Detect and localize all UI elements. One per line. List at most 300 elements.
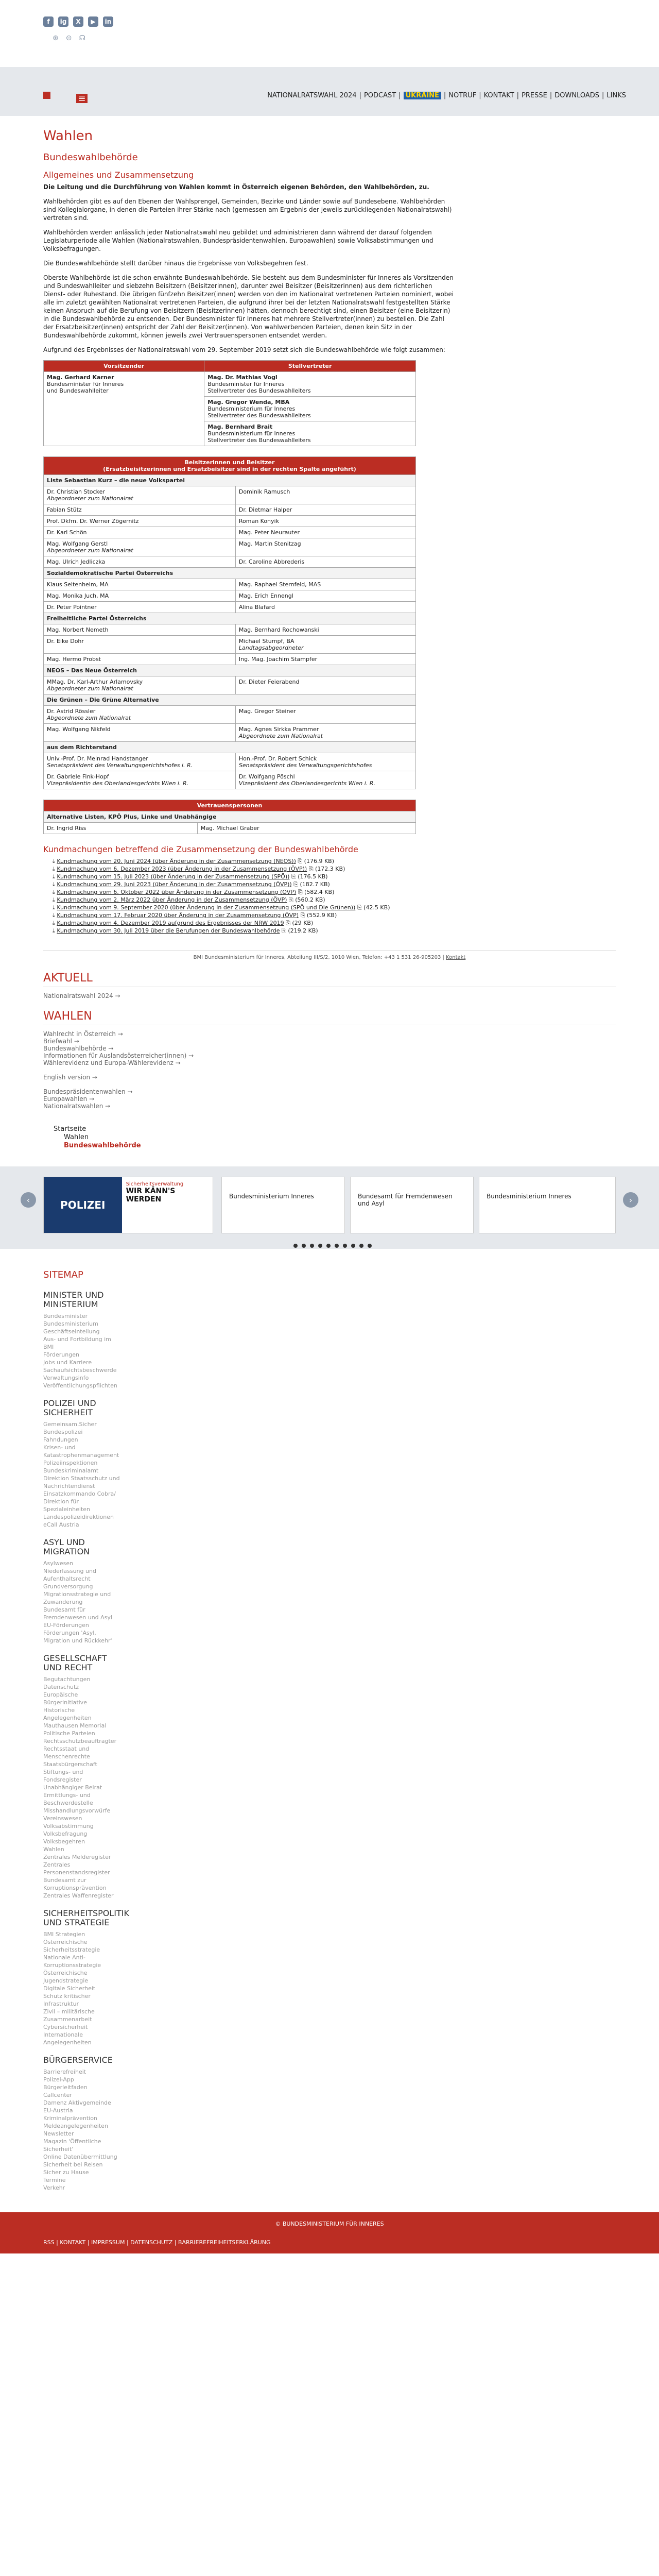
deputy-cell: [204, 397, 416, 421]
sitemap-link[interactable]: Europäische Bürgerinitiative: [43, 1691, 87, 1706]
member-name: Mag. Monika Juch, MA: [47, 592, 109, 599]
sitemap-groups: [43, 1291, 616, 2192]
sitemap-link[interactable]: Geschäftseinteilung: [43, 1328, 100, 1335]
sitemap-link[interactable]: Rechtsstaat und Menschenrechte: [43, 1745, 90, 1760]
sitemap-link[interactable]: Unabhängiger Beirat Ermittlungs- und Beschwerdestelle Misshandlungsvorwürfe: [43, 1784, 111, 1814]
member-name: Mag. Hermo Probst: [47, 656, 101, 663]
paragraph-2: Wahlbehörden gibt es auf den Ebenen der Wahlsprengel, Gemeinden, Bezirke und Länder sowie auf Bundesebene. Wahlbehörden sind Kollegialorgane, in denen die Parteien ihrer Stärke nach (gemessen am Ergebnis der jeweils zurückliegenden Nationalratswahl) vertreten sind.: [43, 198, 452, 222]
chair-name: Mag. Gerhard Karner: [47, 374, 114, 381]
deputy-cell: [204, 421, 416, 446]
file-size: 560.2 KB: [297, 896, 323, 903]
sitemap-link[interactable]: Landespolizeidirektionen: [43, 1514, 114, 1520]
file-icon: ⎘ (: [307, 866, 318, 872]
carousel-dot[interactable]: [343, 1244, 347, 1248]
download-icon: ⤓: [53, 912, 57, 919]
download-icon: ⤓: [53, 920, 57, 926]
arrow-right-icon: →: [125, 1088, 133, 1095]
wahlen-item[interactable]: [43, 1038, 616, 1045]
download-link[interactable]: Kundmachung vom 4. Dezember 2019 aufgrund des Ergebnisses der NRW 2019: [57, 920, 284, 926]
member-name: Dr. Karl Schön: [47, 529, 87, 536]
download-item[interactable]: [43, 865, 616, 873]
member-cell: [235, 556, 415, 568]
sitemap-link[interactable]: Direktion Staatsschutz und Nachrichtendienst: [43, 1475, 120, 1489]
sitemap-link[interactable]: Historische Angelegenheiten: [43, 1707, 92, 1721]
member-name: Mag. Wolfgang Gerstl: [47, 540, 108, 547]
intro-paragraph: [43, 183, 455, 191]
members-table: [43, 456, 416, 789]
wahlen-item[interactable]: [43, 1052, 616, 1059]
download-item[interactable]: [43, 896, 616, 904]
zoom-out-icon[interactable]: ⊝: [65, 34, 72, 42]
sitemap-link[interactable]: Magazin 'Öffentliche Sicherheit': [43, 2138, 101, 2153]
member-cell: [44, 676, 236, 694]
wahlen-item-label: Bundespräsidentenwahlen: [43, 1088, 126, 1095]
download-item[interactable]: [43, 857, 616, 865]
file-icon: ⎘ (: [291, 881, 302, 888]
aktuell-item-label: Nationalratswahl 2024: [43, 992, 113, 999]
member-name: Dr. Dieter Feierabend: [238, 679, 300, 685]
sitemap-link[interactable]: Datenschutz: [43, 1684, 79, 1690]
carousel-dot[interactable]: [368, 1244, 372, 1248]
sitemap-link[interactable]: Nationale Anti-Korruptionsstrategie: [43, 1954, 101, 1969]
th-deputy: Stellvertreter: [204, 361, 416, 372]
facebook-icon[interactable]: f: [43, 16, 54, 27]
file-icon: ⎘ (: [299, 912, 309, 919]
members-header-title: Beisitzerinnen und Beisitzer: [184, 459, 275, 466]
sitemap-link[interactable]: Krisen- und Katastrophenmanagement: [43, 1444, 119, 1459]
crumb-current: Bundeswahlbehörde: [64, 1142, 141, 1149]
member-name: Dr. Eike Dohr: [47, 638, 84, 645]
page-subtitle: Bundeswahlbehörde: [43, 152, 138, 163]
sitemap-link[interactable]: Volksbefragung: [43, 1831, 88, 1837]
sitemap-link[interactable]: Verkehr: [43, 2184, 65, 2191]
sitemap-link[interactable]: Bürgerleitfaden: [43, 2084, 88, 2091]
member-cell: [44, 590, 236, 602]
wahlen-item-label: Wahlrecht in Österreich: [43, 1030, 116, 1038]
wahlen-list: [43, 1030, 616, 1110]
sitemap-link[interactable]: Förderungen 'Asyl, Migration und Rückkehr': [43, 1630, 112, 1644]
member-role: Abgeordneter zum Nationalrat: [47, 495, 133, 502]
download-link[interactable]: Kundmachung vom 2. März 2022 über Änderung in der Zusammensetzung (ÖVP): [57, 896, 287, 903]
address-line: [43, 950, 616, 964]
trustees-party: Alternative Listen, KPÖ Plus, Linke und Unabhängige: [44, 811, 416, 823]
carousel-slide-bfa[interactable]: Bundesamt für Fremdenwesen und Asyl: [350, 1177, 474, 1233]
download-item[interactable]: [43, 911, 616, 919]
sitemap-link[interactable]: Bundesamt für Fremdenwesen und Asyl: [43, 1606, 112, 1621]
th-chair: Vorsitzender: [44, 361, 204, 372]
nav-links[interactable]: LINKS: [606, 92, 626, 99]
file-size: 172.3 KB: [317, 866, 343, 872]
download-icon: ⤓: [53, 873, 57, 880]
member-name: Mag. Ulrich Jedliczka: [47, 558, 106, 565]
carousel-slide-bmi[interactable]: Bundesministerium Inneres: [221, 1177, 345, 1233]
table-row: [44, 753, 416, 771]
table-row: [44, 486, 416, 504]
arrow-right-icon: →: [186, 1052, 194, 1059]
member-cell: [44, 516, 236, 527]
wahlen-title: WAHLEN: [43, 1010, 616, 1025]
sitemap-link[interactable]: Vereinswesen: [43, 1815, 82, 1822]
download-item[interactable]: [43, 904, 616, 911]
wahlen-item-label: Briefwahl: [43, 1038, 73, 1045]
nav-kontakt[interactable]: KONTAKT: [483, 92, 514, 99]
sitemap-link[interactable]: Bundesministerium: [43, 1320, 98, 1327]
sitemap-link[interactable]: Mauthausen Memorial: [43, 1722, 107, 1729]
nav-ukraine[interactable]: UKRAINE: [404, 92, 441, 99]
instagram-icon[interactable]: ig: [58, 16, 68, 27]
sitemap-link[interactable]: Bundesamt zur Korruptionsprävention: [43, 1877, 107, 1891]
member-cell: [235, 706, 415, 724]
member-cell: [44, 538, 236, 556]
sitemap-link[interactable]: eCall Austria: [43, 1521, 79, 1528]
member-cell: [44, 527, 236, 538]
sitemap-link[interactable]: Sachaufsichtsbeschwerde: [43, 1367, 117, 1374]
youtube-icon[interactable]: ▶: [88, 16, 98, 27]
download-link[interactable]: Kundmachung vom 20. Juni 2024 (über Änderung in der Zusammensetzung (NEOS)): [57, 858, 296, 865]
carousel-dot[interactable]: [326, 1244, 331, 1248]
deputy-org: Bundesministerium für Inneres: [207, 405, 296, 412]
wahlen-item-label: Wählerevidenz und Europa-Wählerevidenz: [43, 1059, 174, 1066]
member-cell: [44, 654, 236, 665]
member-cell: [44, 624, 236, 636]
member-role: Vizepräsident des Oberlandesgerichts Wien i. R.: [238, 780, 375, 787]
member-name: Mag. Erich Ennengl: [238, 592, 293, 599]
sitemap-link[interactable]: Migrationsstrategie und Zuwanderung: [43, 1591, 111, 1605]
member-name: Mag. Norbert Nemeth: [47, 626, 109, 633]
sitemap-link[interactable]: Kriminalprävention: [43, 2115, 97, 2122]
sitemap-link[interactable]: Bundespolizei: [43, 1429, 83, 1435]
party-row: [44, 568, 416, 579]
sitemap-link[interactable]: BMI Strategien: [43, 1931, 85, 1938]
sitemap-link[interactable]: Politische Parteien: [43, 1730, 95, 1737]
sitemap-link[interactable]: Sicherheit bei Reisen: [43, 2161, 103, 2168]
sitemap-group-heading[interactable]: ASYL UND MIGRATION: [43, 1537, 90, 1556]
sitemap-link[interactable]: Fahndungen: [43, 1436, 78, 1443]
breadcrumb: [43, 1110, 616, 1162]
aktuell-block: [43, 972, 616, 999]
footer-copyright: © BUNDESMINISTERIUM FÜR INNERES: [275, 2221, 384, 2227]
table-row: [44, 771, 416, 789]
table-row: [44, 602, 416, 613]
file-icon: ⎘ (: [296, 858, 306, 865]
sitemap-link[interactable]: Zentrales Melderegister: [43, 1854, 111, 1860]
members-header-note: (Ersatzbeisitzerinnen und Ersatzbeisitzer sind in der rechten Spalte angeführt): [103, 466, 356, 472]
member-role: Abgeordnete zum Nationalrat: [47, 715, 131, 721]
nav-downloads[interactable]: DOWNLOADS: [554, 92, 600, 99]
sitemap-link[interactable]: Zivil – militärische Zusammenarbeit: [43, 2008, 95, 2023]
party-row: [44, 694, 416, 706]
sitemap-link[interactable]: Staatsbürgerschaft: [43, 1761, 97, 1768]
polizei-slide-text: [122, 1177, 213, 1233]
member-cell: [235, 602, 415, 613]
section-heading: Allgemeines und Zusammensetzung: [43, 170, 194, 180]
sitemap-link[interactable]: Meldeangelegenheiten: [43, 2123, 108, 2129]
sitemap-link[interactable]: Digitale Sicherheit: [43, 1985, 96, 1992]
chair-role: Bundesminister für Inneres: [47, 381, 124, 387]
deputy-org: Bundesminister für Inneres: [207, 381, 285, 387]
deputy-role: Stellvertreter des Bundeswahlleiters: [207, 437, 311, 444]
download-icon: ⤓: [53, 881, 57, 888]
sitemap-link[interactable]: Volksabstimmung: [43, 1823, 94, 1829]
member-name: Mag. Raphael Sternfeld, MAS: [238, 581, 321, 588]
trustees-header: Vertrauenspersonen: [44, 800, 416, 811]
sitemap-link[interactable]: Polizei-App: [43, 2076, 74, 2083]
sitemap-link[interactable]: Förderungen: [43, 1351, 79, 1358]
downloads-list: [43, 857, 616, 935]
sitemap-link[interactable]: Österreichische Sicherheitsstrategie: [43, 1939, 100, 1953]
download-link[interactable]: Kundmachung vom 6. Oktober 2022 über Änderung in der Zusammensetzung (ÖVP): [57, 889, 297, 895]
sitemap-link[interactable]: Rechtsschutzbeauftragter: [43, 1738, 117, 1744]
crumb-start[interactable]: Startseite: [54, 1125, 86, 1133]
sitemap-link[interactable]: Wahlen: [43, 1846, 64, 1853]
carousel-dot[interactable]: [302, 1244, 306, 1248]
trustee-right: Mag. Michael Graber: [197, 823, 415, 834]
download-icon: ⤓: [53, 866, 57, 872]
footer-links[interactable]: RSS | KONTAKT | IMPRESSUM | DATENSCHUTZ | BARRIEREFREIHEITSERKLÄRUNG: [43, 2239, 271, 2246]
sitemap-link[interactable]: Gemeinsam.Sicher: [43, 1421, 97, 1428]
chair-cell: [44, 372, 204, 446]
aktuell-item[interactable]: [43, 992, 616, 999]
table-row: [44, 590, 416, 602]
party-name: Die Grünen – Die Grüne Alternative: [44, 694, 416, 706]
sitemap-link[interactable]: Schutz kritischer Infrastruktur: [43, 1993, 91, 2007]
sitemap-link[interactable]: Termine: [43, 2177, 66, 2183]
crumb-wahlen[interactable]: Wahlen: [64, 1133, 89, 1141]
sitemap-link[interactable]: Grundversorgung: [43, 1583, 93, 1590]
sitemap-link[interactable]: Volksbegehren: [43, 1838, 85, 1845]
carousel-dot[interactable]: [310, 1244, 314, 1248]
carousel-dot[interactable]: [351, 1244, 355, 1248]
sitemap-group-heading[interactable]: MINISTER UND MINISTERIUM: [43, 1290, 104, 1309]
carousel-dot[interactable]: [335, 1244, 339, 1248]
member-cell: [235, 486, 415, 504]
sitemap-link[interactable]: Internationale Angelegenheiten: [43, 2031, 92, 2046]
download-item[interactable]: [43, 888, 616, 896]
wahlen-item-label: Informationen für Auslandsösterreicher(innen): [43, 1052, 187, 1059]
file-icon: ⎘ (: [289, 873, 300, 880]
member-cell: [235, 527, 415, 538]
member-cell: [235, 516, 415, 527]
download-link[interactable]: Kundmachung vom 9. September 2020 (über Änderung in der Zusammensetzung (SPÖ und Die Grünen)): [57, 904, 356, 911]
download-item[interactable]: [43, 919, 616, 927]
sitemap-link[interactable]: Einsatzkommando Cobra/ Direktion für Spezialeinheiten: [43, 1490, 116, 1513]
deputy-org: Bundesministerium für Inneres: [207, 430, 296, 437]
member-cell: [44, 486, 236, 504]
deputy-name: Mag. Dr. Mathias Vogl: [207, 374, 278, 381]
download-item[interactable]: [43, 927, 616, 935]
sitemap-link[interactable]: Cybersicherheit: [43, 2024, 88, 2030]
member-role: Abgeordneter zum Nationalrat: [47, 685, 133, 692]
menu-icon[interactable]: ≡: [76, 94, 88, 103]
carousel-dot[interactable]: [318, 1244, 322, 1248]
table-row: [44, 624, 416, 636]
member-name: Dr. Astrid Rössler: [47, 708, 96, 715]
nav-sep: |: [602, 92, 604, 99]
sitemap-group-heading[interactable]: GESELLSCHAFT UND RECHT: [43, 1653, 107, 1672]
member-name: Klaus Seltenheim, MA: [47, 581, 109, 588]
sitemap-link[interactable]: Polizeiinspektionen: [43, 1460, 98, 1466]
member-name: Dr. Dietmar Halper: [238, 506, 292, 513]
sitemap-link[interactable]: Barrierefreiheit: [43, 2069, 86, 2075]
carousel-slide-bmi2[interactable]: Bundesministerium Inneres: [479, 1177, 616, 1233]
table-row: [44, 676, 416, 694]
party-row: [44, 475, 416, 486]
sitemap-link[interactable]: Sicher zu Hause: [43, 2169, 89, 2176]
wahlen-item[interactable]: [43, 1103, 616, 1110]
polizei-slide-line2: WIR KÄNN'S WERDEN: [126, 1187, 176, 1204]
member-role: Abgeordneter zum Nationalrat: [47, 547, 133, 554]
sitemap-link[interactable]: EU-Förderungen: [43, 1622, 89, 1629]
sitemap-link[interactable]: Asylwesen: [43, 1560, 74, 1567]
member-name: Hon.-Prof. Dr. Robert Schick: [238, 755, 317, 762]
top-nav-links: [267, 92, 626, 99]
sitemap-link[interactable]: Österreichische Jugendstrategie: [43, 1970, 89, 1984]
x-icon[interactable]: X: [73, 16, 83, 27]
sitemap-link[interactable]: Aus- und Fortbildung im BMI: [43, 1336, 111, 1350]
member-name: Mag. Gregor Steiner: [238, 708, 296, 715]
sitemap-title: SITEMAP: [43, 1269, 83, 1280]
nav-presse[interactable]: PRESSE: [522, 92, 547, 99]
file-icon: ⎘ (: [280, 927, 290, 934]
trustees-table: [43, 800, 416, 834]
member-name: Univ.-Prof. Dr. Meinrad Handstanger: [47, 755, 148, 762]
sitemap-link[interactable]: Newsletter: [43, 2130, 74, 2137]
download-link[interactable]: Kundmachung vom 30. Juli 2019 über die Berufungen der Bundeswahlbehörde: [57, 927, 280, 934]
sitemap-group-heading[interactable]: POLIZEI UND SICHERHEIT: [43, 1398, 96, 1417]
party-row: [44, 665, 416, 676]
carousel-next-button[interactable]: ›: [623, 1192, 638, 1208]
nav-podcast[interactable]: PODCAST: [363, 92, 396, 99]
carousel-prev-button[interactable]: ‹: [21, 1192, 36, 1208]
sitemap-group-heading[interactable]: SICHERHEITSPOLITIK UND STRATEGIE: [43, 1908, 129, 1927]
sitemap-link[interactable]: Stiftungs- und Fondsregister: [43, 1769, 83, 1783]
file-size-close: ): [388, 904, 390, 911]
speaker-icon[interactable]: ☊: [79, 34, 85, 42]
sitemap-link[interactable]: EU-Austria: [43, 2107, 73, 2114]
file-size: 219.2 KB: [290, 927, 316, 934]
trustee-left: Dr. Ingrid Riss: [44, 823, 198, 834]
member-cell: [235, 579, 415, 590]
wahlen-item[interactable]: [43, 1045, 616, 1052]
wahlen-item[interactable]: [43, 1074, 616, 1081]
wahlen-item[interactable]: [43, 1088, 616, 1095]
sitemap-link[interactable]: Zentrales Personenstandsregister: [43, 1861, 110, 1876]
sitemap-link[interactable]: Bundeskriminalamt: [43, 1467, 99, 1474]
carousel-dots: [293, 1244, 372, 1248]
sitemap-link[interactable]: Zentrales Waffenregister: [43, 1892, 114, 1899]
nav-sep: |: [549, 92, 552, 99]
downloads-heading: Kundmachungen betreffend die Zusammensetzung der Bundeswahlbehörde: [43, 844, 358, 854]
member-name: MMag. Dr. Karl-Arthur Arlamovsky: [47, 679, 143, 685]
member-name: Dr. Peter Pointner: [47, 604, 97, 611]
member-name: Roman Konyik: [238, 518, 279, 524]
sitemap: [0, 1249, 659, 2202]
table-row: [44, 556, 416, 568]
sitemap-link[interactable]: Online Datenübermittlung: [43, 2154, 117, 2160]
download-icon: ⤓: [53, 904, 57, 911]
member-name: Mag. Bernhard Rochowanski: [238, 626, 319, 633]
member-cell: [44, 753, 236, 771]
sitemap-link[interactable]: Niederlassung und Aufenthaltsrecht: [43, 1568, 96, 1582]
top-header: [0, 0, 659, 67]
carousel-dot[interactable]: [293, 1244, 298, 1248]
wahlen-item-label: Europawahlen: [43, 1095, 88, 1103]
sitemap-link[interactable]: Begutachtungen: [43, 1676, 91, 1683]
arrow-right-icon: →: [116, 1030, 123, 1038]
carousel-dot[interactable]: [359, 1244, 363, 1248]
download-item[interactable]: [43, 873, 616, 880]
zoom-in-icon[interactable]: ⊕: [53, 34, 59, 42]
wahlen-item[interactable]: [43, 1030, 616, 1038]
member-cell: [235, 624, 415, 636]
accessibility-tools: [43, 34, 659, 42]
download-link[interactable]: Kundmachung vom 29. Juni 2023 (über Änderung in der Zusammensetzung (ÖVP)): [57, 881, 292, 888]
social-links: [43, 16, 659, 27]
table-row: [44, 516, 416, 527]
nav-notruf[interactable]: NOTRUF: [448, 92, 477, 99]
logo-square-icon: [43, 92, 50, 99]
nav-nationalratswahl[interactable]: NATIONALRATSWAHL 2024: [267, 92, 357, 99]
wahlen-item-label: Nationalratswahlen: [43, 1103, 103, 1110]
member-role: Vizepräsidentin des Oberlandesgerichts Wien i. R.: [47, 780, 189, 787]
file-icon: ⎘ (: [284, 920, 294, 926]
file-size-close: ): [332, 858, 335, 865]
sitemap-link[interactable]: Jobs und Karriere: [43, 1359, 92, 1366]
file-size: 176.9 KB: [306, 858, 332, 865]
download-link[interactable]: Kundmachung vom 15. Juli 2023 (über Änderung in der Zusammensetzung (SPÖ)): [57, 873, 290, 880]
member-cell: [44, 636, 236, 654]
download-icon: ⤓: [53, 889, 57, 895]
table-row: [44, 504, 416, 516]
carousel-slide-polizei[interactable]: [43, 1177, 213, 1233]
member-cell: [44, 556, 236, 568]
deputy-role: Stellvertreter des Bundeswahlleiters: [207, 412, 311, 419]
wahlen-item[interactable]: [43, 1059, 616, 1066]
download-item[interactable]: [43, 880, 616, 888]
party-name: NEOS – Das Neue Österreich: [44, 665, 416, 676]
nav-sep: |: [516, 92, 519, 99]
linkedin-icon[interactable]: in: [103, 16, 113, 27]
nav-sep: |: [359, 92, 361, 99]
arrow-right-icon: →: [173, 1059, 181, 1066]
chair-table: [43, 360, 416, 446]
table-row: [44, 538, 416, 556]
table-row: [44, 636, 416, 654]
sitemap-link[interactable]: Callcenter: [43, 2092, 72, 2098]
nav-sep: |: [398, 92, 401, 99]
sitemap-link[interactable]: Verwaltungsinfo: [43, 1375, 89, 1381]
wahlen-item-label: Bundeswahlbehörde: [43, 1045, 107, 1052]
deputy-cell: [204, 372, 416, 397]
file-size: 176.5 KB: [300, 873, 326, 880]
sitemap-group-heading[interactable]: BÜRGERSERVICE: [43, 2055, 113, 2065]
sitemap-link[interactable]: Bundesminister: [43, 1313, 88, 1319]
wahlen-item[interactable]: [43, 1095, 616, 1103]
member-role: Senatspräsident des Verwaltungsgerichtshofes i. R.: [47, 762, 193, 769]
download-link[interactable]: Kundmachung vom 6. Dezember 2023 (über Änderung in der Zusammensetzung (ÖVP)): [57, 866, 307, 872]
file-size: 582.4 KB: [306, 889, 333, 895]
sitemap-link[interactable]: Damenz Aktivgemeinde: [43, 2099, 111, 2106]
download-link[interactable]: Kundmachung vom 17. Februar 2020 über Änderung in der Zusammensetzung (ÖVP): [57, 912, 299, 919]
table-row: [44, 724, 416, 742]
file-size-close: ): [332, 889, 335, 895]
member-name: Mag. Agnes Sirkka Prammer: [238, 726, 319, 733]
download-icon: ⤓: [53, 858, 57, 865]
paragraph-5: Oberste Wahlbehörde ist die schon erwähnte Bundeswahlbehörde. Sie besteht aus dem Bundesminister für Inneres als Vorsitzenden und Bundeswahlleiter und siebzehn Beisitzern (Beisitzerinnen), darunter zwei Beisitzer (Beisitzerinnen) aus dem richterlichen Dienst- oder Ruhestand. Die übrigen fünfzehn Beisitzer(innen) werden von den im Nationalrat vertretenen Parteien nominiert, wobei alle im zuletzt gewählten Nationalrat vertretenen Parteien, die aufgrund ihrer bei der letzten Nationalratswahl festgestellten Stärke keinen Anspruch auf die Berufung von Beisitzern (Beisitzerinnen) hätten, dennoch berechtigt sind, einen Beisitzer (eine Beisitzerin) in die Bundeswahlbehörde zu entsenden. Der Bundesminister für Inneres hat mehrere Stellvertreter(innen) zu bestellen. Die Zahl der Ersatzbeisitzer(innen) entspricht der Zahl der Beisitzer(innen). Von wahlwerbenden Parteien, denen kein Sitz in der Bundeswahlbehörde zukommt, können jeweils zwei Vertrauenspersonen entsendet werden.: [43, 274, 454, 339]
contact-link[interactable]: Kontakt: [446, 955, 466, 960]
sitemap-link[interactable]: Veröffentlichungspflichten: [43, 1382, 117, 1389]
arrow-right-icon: →: [72, 1038, 79, 1045]
